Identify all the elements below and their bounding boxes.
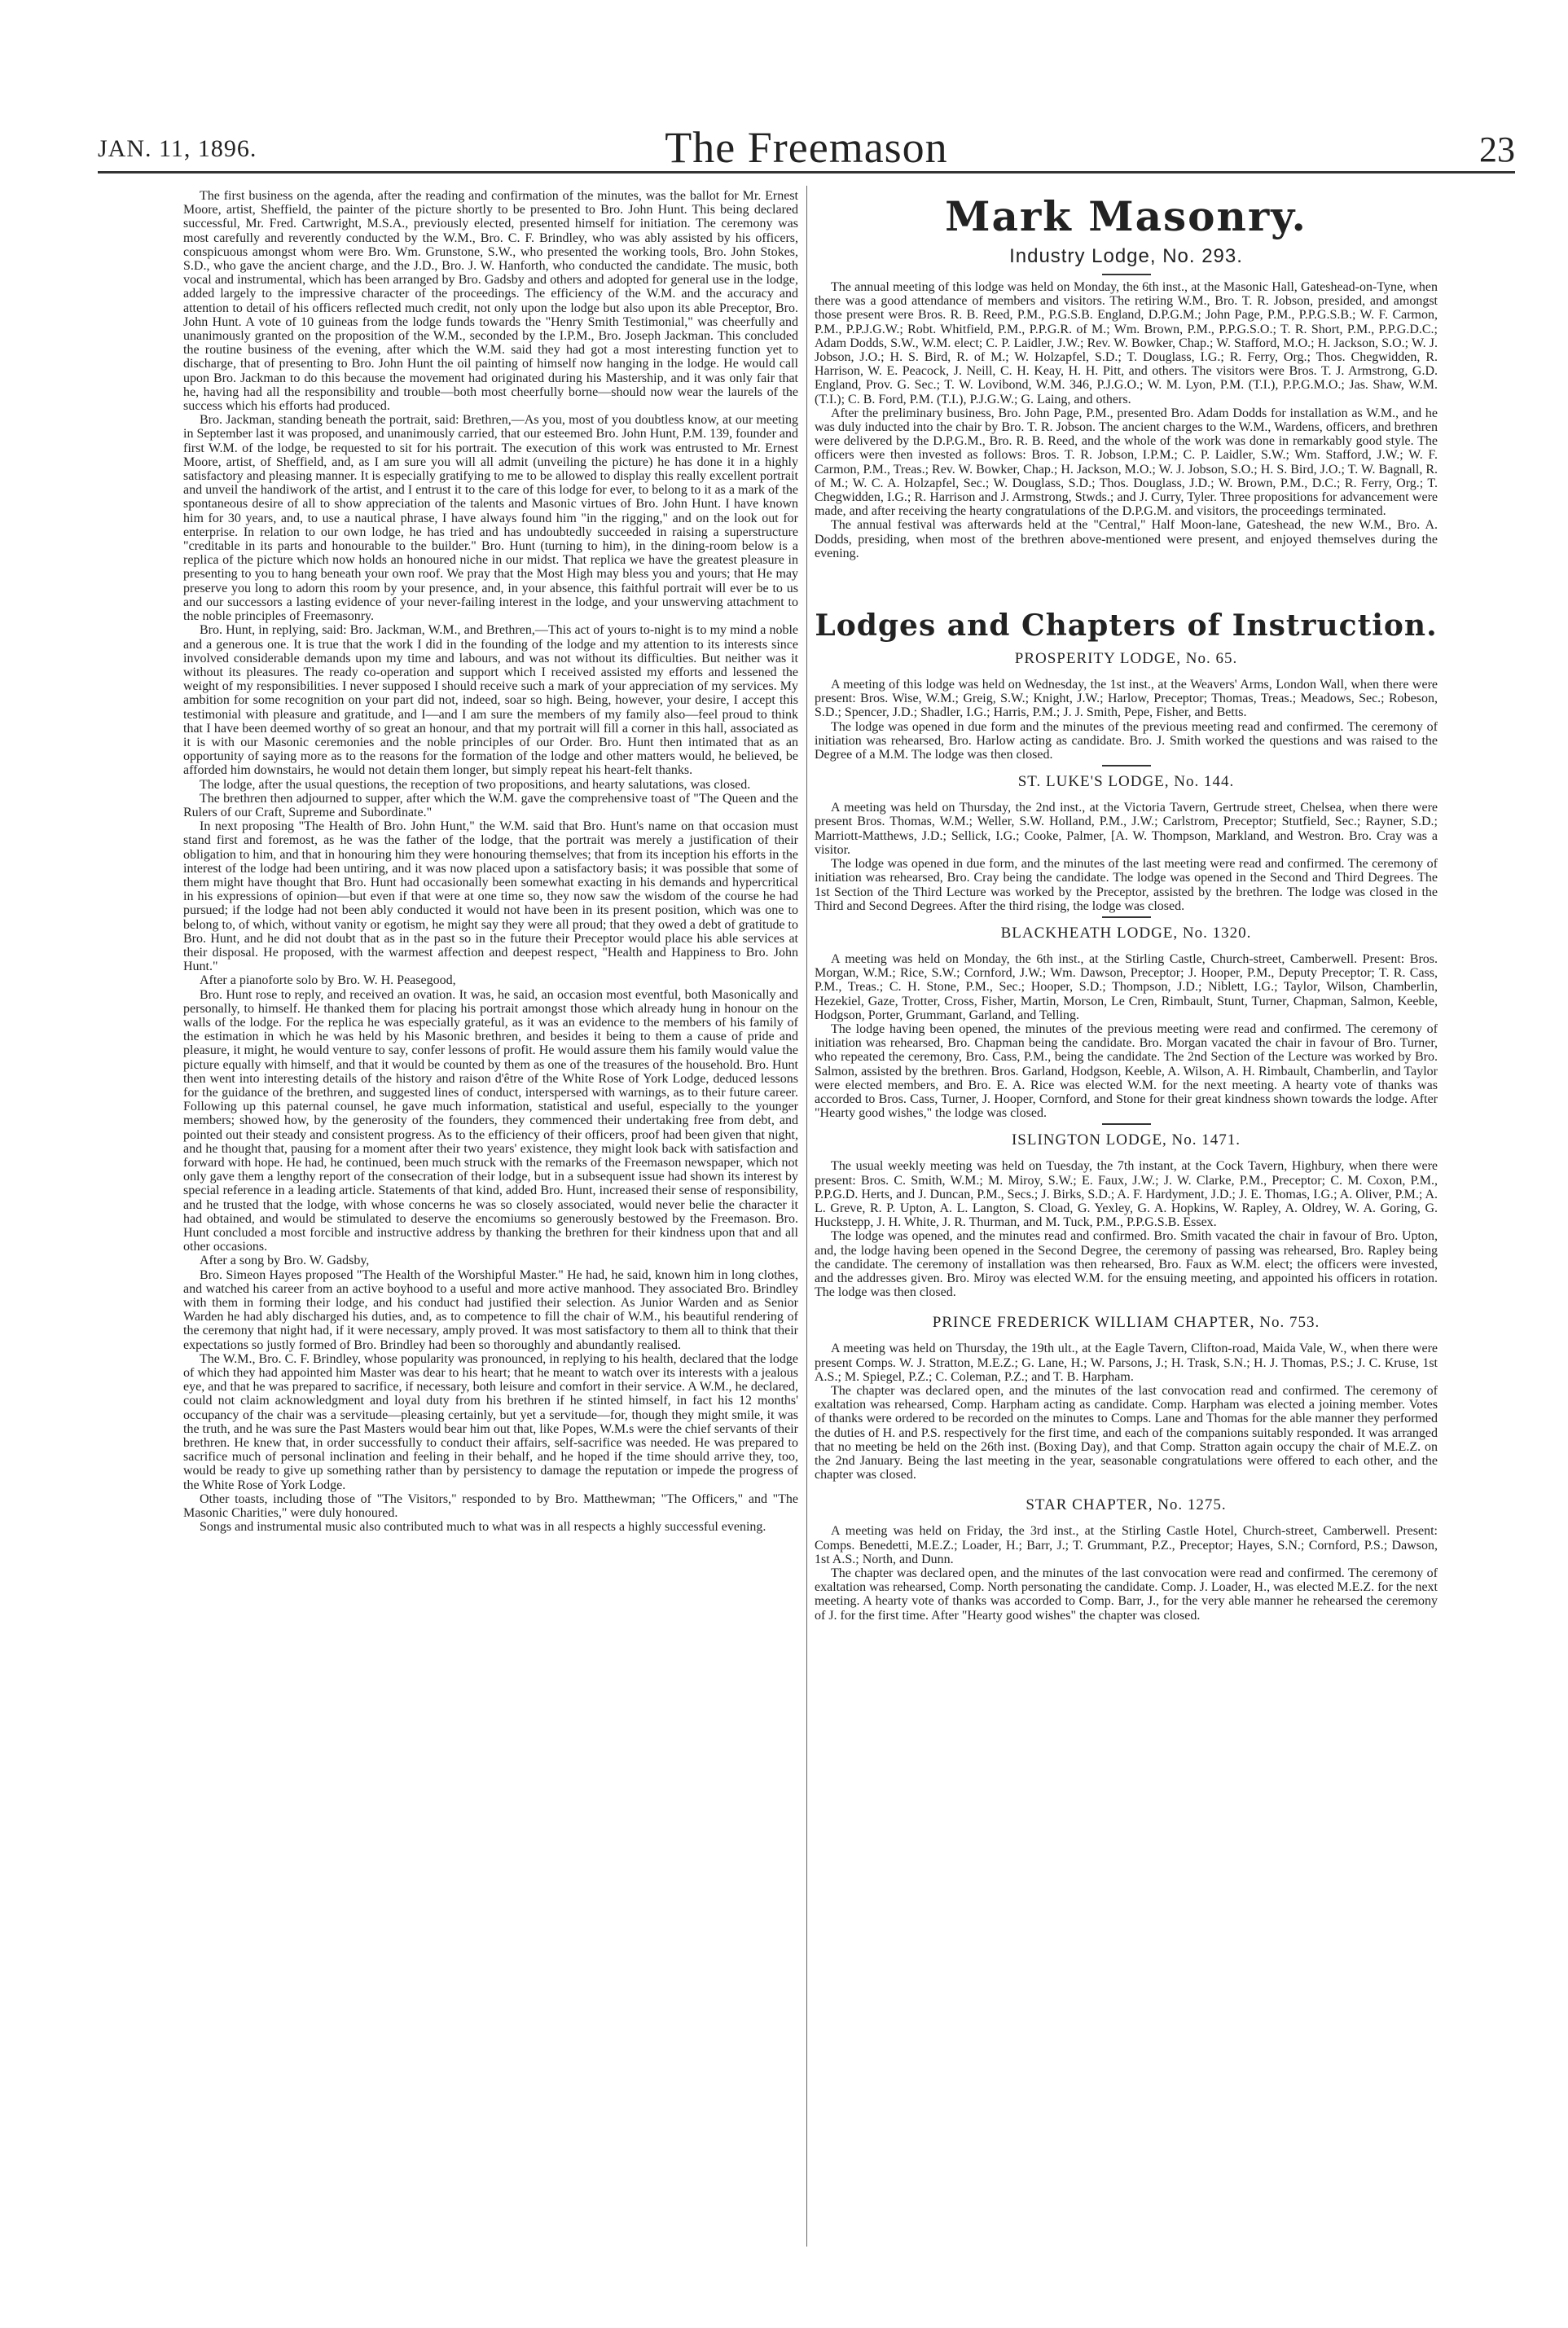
article-paragraph: The lodge was opened in due form and the minutes of the previous meeting read and confirmed. The ceremony of initiation was rehearsed, Bro. Harlow acting as candidate. Bro. J. Smith worked the questions and was raised to the Degree of a M.M. The lodge was then closed. xyxy=(815,719,1438,762)
mark-masonry-heading: Mark Masonry. xyxy=(945,192,1307,240)
article-paragraph: Bro. Simeon Hayes proposed "The Health of the Worshipful Master." He had, he said, known him in long clothes, and watched his career from an active boyhood to a useful and more active manhood. They associated Bro. Brindley with them in forming their lodge, and his conduct had justified their selection. As Junior Warden and as Senior Warden he had ably discharged his duties, and, as to competence to fill the chair of W.M., his beautiful rendering of the ceremony that night had, if it were necessary, amply proved. It was most satisfactory to them all to think that their expectations so justly formed of Bro. Brindley had been so thoroughly and abundantly realised. xyxy=(183,1267,798,1352)
article-paragraph: The chapter was declared open, and the minutes of the last convocation were read and confirmed. The ceremony of exaltation was rehearsed, Comp. North personating the candidate. Comp. J. Loader, H., was elected M.E.Z. for the next meeting. A hearty vote of thanks was accorded to Comp. Barr, J., for the very able manner he rehearsed the ceremony of J. for the first time. After "Hearty good wishes" the chapter was closed. xyxy=(815,1566,1438,1623)
lodge-title: PRINCE FREDERICK WILLIAM CHAPTER, No. 753. xyxy=(932,1314,1320,1332)
article-paragraph: Bro. Hunt rose to reply, and received an ovation. It was, he said, an occasion most eventful, both Masonically and personally, to himself. He thanked them for placing his portrait amongst those which already hung in honour on the walls of the lodge. For the replica he was especially grateful, as it was an evidence to the members of his family of the estimation in which he was held by his Masonic brethren, and besides it being to them a cause of pride and pleasure, it might, he would venture to say, confer lessons of profit. He would assure them his family would value the picture equally with himself, and that it would be counted by them as one of the treasures of the household. Bro. Hunt then went into interesting details of the history and raison d'être of the White Rose of York Lodge, deduced lessons for the guidance of the brethren, and suggested lines of conduct, interspersed with warnings, as to their future career. Following up this paternal counsel, he gave much information, statistical and useful, especially to the younger members; showed how, by the generosity of the founders, they commenced their undertaking free from debt, and pointed out their steady and consistent progress. As to the efficiency of their officers, proof had been given that night, and he thought that, pausing for a moment after their two years' existence, they might look back with satisfaction and forward with hope. He had, he continued, been much struck with the remarks of the Freemason newspaper, which not only gave them a lengthy report of the consecration of their lodge, but in a subsequent issue had shown its interest by special reference in a leading article. Statements of that kind, added Bro. Hunt, increased their sense of responsibility, and he trusted that the lodge, with whose concerns he was so closely associated, would never belie the character it had obtained, and would be stimulated to deserve the encomiums so generously bestowed by the Freemason. Bro. Hunt concluded a most forcible and instructive address by thanking the brethren for their kindness upon that and all other occasions. xyxy=(183,987,798,1254)
lodge-title: ST. LUKE'S LODGE, No. 144. xyxy=(1017,773,1235,791)
article-paragraph: The first business on the agenda, after the reading and confirmation of the minutes, was the ballot for Mr. Ernest Moore, artist, Sheffield, the painter of the picture shortly to be presented to Bro. John Hunt. This being declared successful, Mr. Fred. Cartwright, M.S.A., previously elected, presented himself for initiation. The ceremony was most carefully and reverently conducted by the W.M., Bro. C. F. Brindley, who was ably assisted by his officers, conspicuous amongst whom were Bro. Wm. Grunstone, S.W., who presented the working tools, Bro. John Stokes, S.D., who gave the ancient charge, and the J.D., Bro. J. W. Hanforth, who conducted the candidate. The music, both vocal and instrumental, which has been arranged by Bro. Gadsby and others and adopted for general use in the lodge, added largely to the impressive character of the proceedings. The efficiency of the W.M. and the accuracy and attention to detail of his officers reflected much credit, not only upon the lodge but also upon its able Preceptor, Bro. John Hunt. A vote of 10 guineas from the lodge funds towards the "Henry Smith Testimonial," was cheerfully and unanimously granted on the proposition of the W.M., seconded by the I.P.M., Bro. Joseph Jackman. This concluded the routine business of the evening, after which the W.M. said they had got a most interesting function yet to discharge, that of presenting to Bro. John Hunt the oil painting of himself now hanging in the lodge. He would call upon Bro. Jackman to do this because the movement had originated during his Mastership, and it was only fair that he, having had all the responsibility and trouble—both most cheerfully borne—should now wear the laurels of the success which his efforts had produced. xyxy=(183,189,798,414)
article-paragraph: The annual festival was afterwards held at the "Central," Half Moon-lane, Gateshead, the new W.M., Bro. A. Dodds, presiding, when most of the brethren above-mentioned were present, and enjoyed themselves during the evening. xyxy=(815,518,1438,560)
publication-title: The Freemason xyxy=(665,123,948,172)
spacer xyxy=(815,670,1438,678)
spacer xyxy=(815,1151,1438,1159)
section-rule xyxy=(1102,274,1151,275)
article-paragraph: The lodge having been opened, the minutes of the previous meeting were read and confirmed. The ceremony of initiation was rehearsed, Bro. Chapman being the candidate. Bro. Morgan vacated the chair in favour of Bro. Turner, who repeated the ceremony, Bro. Cass, P.M., being the candidate. The 2nd Section of the Lecture was worked by Bro. Salmon, assisted by the brethren. Bros. Garland, Hodgson, Keeble, A. Wilson, A. H. Rimbault, Chamberlin, and Taylor were elected members, and Bro. E. A. Rice was elected W.M. for the next meeting. A hearty vote of thanks was accorded to Bros. Cass, Turner, J. Hooper, Cornford, and Stone for their great kindness shown towards the lodge. After "Hearty good wishes," the lodge was closed. xyxy=(815,1021,1438,1121)
article-paragraph: In next proposing "The Health of Bro. John Hunt," the W.M. said that Bro. Hunt's name on that occasion must stand first and foremost, as he was the father of the lodge, that the portrait was merely a justification of their obligation to him, and that in honouring him they were honouring themselves; that from its inception his efforts in the interest of the lodge had been untiring, and it was now placed upon a satisfactory basis; it was possible that some of them might have thought that Bro. Hunt had occasionally been somewhat exacting in his demands and hypercritical in his expressions of opinion—but even if that were at one time so, they now saw the wisdom of the course he had pursued; if the lodge had not been ably conducted it would not have been in its present position, which was one to belong to, of which, without vanity or egotism, he might say they were all proud; that they owed a debt of gratitude to Bro. Hunt, and he did not doubt that as in the past so in the future their Preceptor would place his able services at their disposal. He proposed, with the warmest affection and deepest respect, "Health and Happiness to Bro. John Hunt." xyxy=(183,819,798,974)
section-rule xyxy=(1102,916,1151,918)
spacer xyxy=(815,793,1438,801)
article-paragraph: A meeting was held on Thursday, the 19th ult., at the Eagle Tavern, Clifton-road, Maida Vale, W., when there were present Comps. W. J. Stratton, M.E.Z.; G. Lane, H.; W. Parsons, J.; H. Trask, S.N.; H. J. Thomas, P.S.; J. C. Kruse, 1st A.S.; M. Spiegel, P.Z.; C. Coleman, P.Z.; and T. B. Harpham. xyxy=(815,1342,1438,1384)
page-number: 23 xyxy=(1479,130,1515,169)
left-column xyxy=(183,189,798,2307)
article-paragraph: A meeting was held on Monday, the 6th inst., at the Stirling Castle, Church-street, Camberwell. Present: Bros. Morgan, W.M.; Rice, S.W.; Cornford, J.W.; Wm. Dawson, Preceptor; J. Hooper, P.M., Deputy Preceptor; T. R. Cass, P.M., Treas.; C. H. Stone, P.M., Sec.; Hooper, S.D.; Thompson, J.D.; Niblett, I.G.; Taylor, Wilson, Chamberlin, Hezekiel, Gaze, Trotter, Cross, Fisher, Martin, Morson, Le Cren, Rimbault, Stunt, Turner, Chapman, Salmon, Keeble, Hodgson, Porter, Grummant, Garland, and Telling. xyxy=(815,951,1438,1022)
lodges-chapters-heading: Lodges and Chapters of Instruction. xyxy=(815,608,1438,643)
article-paragraph: The lodge was opened in due form, and the minutes of the last meeting were read and confirmed. The ceremony of initiation was rehearsed, Bro. Cray being the candidate. The lodge was opened in the Second and Third Degrees. The 1st Section of the Third Lecture was worked by the Preceptor, assisted by the brethren. The lodge was closed in the Third and Second Degrees. After the third rising, the lodge was closed. xyxy=(815,857,1438,913)
lodge-title: STAR CHAPTER, No. 1275. xyxy=(1026,1496,1227,1514)
article-paragraph: The usual weekly meeting was held on Tuesday, the 7th instant, at the Cock Tavern, Highbury, when there were present: Bros. C. Smith, W.M.; M. Miroy, S.W.; E. Faux, J.W.; J. W. Clarke, P.M., Preceptor; C. M. Coxon, P.M., P.P.G.D. Herts, and J. Duncan, P.M., Secs.; J. Birks, S.D.; A. F. Hardyment, J.D.; J. E. Thomas, I.G.; A. Oliver, P.M.; A. L. Greve, R. P. Upton, A. L. Langton, S. Cload, G. Yexley, G. A. Hopkins, W. Rapley, A. Oldrey, W. A. Goring, G. Huckstepp, J. H. White, J. R. Thurman, and M. Tuck, P.M., P.P.G.S.B. Essex. xyxy=(815,1159,1438,1230)
right-column xyxy=(815,189,1438,1623)
masthead-rule xyxy=(98,171,1515,174)
section-rule xyxy=(1102,1123,1151,1125)
article-paragraph: The chapter was declared open, and the minutes of the last convocation read and confirmed. The ceremony of exaltation was rehearsed, Comp. Harpham acting as candidate. Comp. Harpham was elected a joining member. Votes of thanks were ordered to be recorded on the minutes to Comps. Lane and Thomas for the able manner they performed the duties of H. and P.S. respectively for the first time, and each of the companions suitably responded. It was arranged that no meeting be held on the 26th inst. (Boxing Day), and that Comp. Stratton again occupy the chair of M.E.Z. on the 2nd January. Being the last meeting in the year, seasonable congratulations were offered to each other, and the chapter was closed. xyxy=(815,1383,1438,1482)
lodge-title: BLACKHEATH LODGE, No. 1320. xyxy=(1000,924,1252,942)
article-paragraph: Songs and instrumental music also contributed much to what was in all respects a highly successful evening. xyxy=(200,1520,766,1535)
article-paragraph: The W.M., Bro. C. F. Brindley, whose popularity was pronounced, in replying to his health, declared that the lodge of which they had appointed him Master was dear to his heart; that he meant to watch over its interests with a jealous eye, and that he was prepared to sacrifice, if necessary, both leisure and comfort in their service. A W.M., he declared, could not claim acknowledgment and loyal duty from his brethren if he stinted himself, in fact his 12 months' occupancy of the chair was a servitude—pleasing certainly, but yet a servitude—for, though they might smile, it was the truth, and he was sure the Past Masters would bear him out that, like Popes, W.M.s were the chief servants of their brethren. He knew that, in order successfully to conduct their affairs, self-sacrifice was needed. He was prepared to sacrifice much of personal inclination and feeling in their behalf, and he hoped if the time should arrive they, too, would be ready to give up something rather than by persistency to damage the reputation or impede the progress of the White Rose of York Lodge. xyxy=(183,1351,798,1492)
article-paragraph: Bro. Hunt, in replying, said: Bro. Jackman, W.M., and Brethren,—This act of yours to-night is to my mind a noble and a generous one. It is true that the work I did in the founding of the lodge and my attention to its interests since involved considerable demands upon my time and labours, and was not without its difficulties. But neither was it without its pleasures. The ready co-operation and support which I received assisted my efforts and lessened the weight of my responsibilities. I never supposed I should receive such a mark of your appreciation of my services. My ambition for some recognition on your part did not, indeed, soar so high. Being, however, your desire, I accept this testimonial with pleasure and gratitude, and I—and I am sure the members of my family also—feel proud to think that I have been deemed worthy of so great an honour, and that my portrait will fill a corner in this hall, associated as it is with our Masonic ceremonies and the noble principles of our Order. Bro. Hunt then intimated that as an opportunity of saying more as to the reasons for the formation of the lodge and other matters would, he believed, be afforded him downstairs, he would not detain them longer, but simply repeat his heart-felt thanks. xyxy=(183,623,798,778)
article-paragraph: Bro. Jackman, standing beneath the portrait, said: Brethren,—As you, most of you doubtless know, at our meeting in September last it was proposed, and unanimously carried, that our esteemed Bro. John Hunt, P.M. 139, founder and first W.M. of the lodge, be requested to sit for his portrait. The execution of this work was entrusted to Mr. Ernest Moore, artist, of Sheffield, and, as I am sure you will all admit (unveiling the picture) he has done it in a highly satisfactory and pleasing manner. It is especially gratifying to me to be allowed to display this really excellent portrait and unveil the handiwork of the artist, and I entrust it to the care of this lodge for ever, to belong to it as a mark of the spontaneous desire of all to show appreciation of the talents and Masonic virtues of Bro. John Hunt. I have known him for 30 years, and, to use a nautical phrase, I have always found him "in the rigging," and on the look out for enterprise. In relation to our own lodge, he has tried and has undoubtedly succeeded in raising a superstructure "creditable in its parts and honourable to the builder." Bro. Hunt (turning to him), in the dining-room below is a replica of the picture which now holds an honoured niche in our midst. That replica we have the greatest pleasure in presenting to you to hang beneath your own roof. We pray that the Most High may bless you and yours; that He may preserve you long to adorn this room by your presence, and, in your absence, this faithful portrait will ever be to us and our successors a lasting evidence of your never-failing interest in the lodge, and your unswerving attachment to the noble principles of Freemasonry. xyxy=(183,413,798,624)
article-paragraph: The lodge, after the usual questions, the reception of two propositions, and hearty salutations, was closed. xyxy=(200,777,751,792)
article-paragraph: The annual meeting of this lodge was held on Monday, the 6th inst., at the Masonic Hall, Gateshead-on-Tyne, when there was a good attendance of members and visitors. The retiring W.M., Bro. T. R. Jobson, presided, and amongst those present were Bros. R. B. Reed, P.M., P.G.S.B. England, D.P.G.M.; John Page, P.M., P.P.G.S.B.; W. F. Carmon, P.M., P.P.J.G.W.; Robt. Whitfield, P.M., P.P.G.R. of M.; Wm. Brown, P.M., P.P.G.S.O.; T. R. Short, P.M., P.P.G.D.C.; Adam Dodds, S.W., W.M. elect; C. P. Laidler, J.W.; Rev. W. Bowker, Chap.; W. Stafford, M.O.; H. Jackson, S.O.; W. J. Jobson, J.O.; H. S. Bird, R. of M.; W. Holzapfel, S.D.; T. Douglass, I.G.; R. Ferry, Org.; Thos. Chegwidden, R. Harrison, W. E. Peacock, J. Neill, C. H. Keay, H. H. Pitt, and others. The visitors were Bros. T. J. Armstrong, G.D. England, Prov. G. Sec.; T. W. Lovibond, W.M. 346, P.J.G.O.; W. M. Lyon, P.M. (T.I.), P.P.G.M.O.; Jas. Shaw, W.M. (T.I.); C. B. Ford, P.M. (T.I.), P.J.G.W.; G. Laing, and others. xyxy=(815,280,1438,406)
article-paragraph: The brethren then adjourned to supper, after which the W.M. gave the comprehensive toast of "The Queen and the Rulers of our Craft, Supreme and Subordinate." xyxy=(183,791,798,819)
spacer xyxy=(815,1333,1438,1342)
article-paragraph: After the preliminary business, Bro. John Page, P.M., presented Bro. Adam Dodds for installation as W.M., and he was duly inducted into the chair by Bro. T. R. Jobson. The ancient charges to the W.M., Wardens, officers, and brethren were delivered by the D.P.G.M., Bro. R. B. Reed, and the whole of the work was done in remarkably good style. The officers were then invested as follows: Bros. T. R. Jobson, I.P.M.; C. P. Laidler, S.W.; Wm. Stafford, J.W.; W. F. Carmon, P.M., Treas.; Rev. W. Bowker, Chap.; H. Jackson, M.O.; W. J. Jobson, S.O.; H. S. Bird, J.O.; T. W. Bagnall, R. of M.; W. C. A. Holzapfel, Sec.; W. Douglass, S.D.; Thos. Douglass, J.D.; W. Brown, P.M., D.C.; R. Ferry, Org.; T. Chegwidden, I.G.; R. Harrison and J. Armstrong, Stwds.; and J. Curry, Tyler. Three propositions for advancement were made, and after receiving the hearty congratulations of the D.P.G.M. and visitors, the proceedings terminated. xyxy=(815,406,1438,519)
spacer xyxy=(815,1516,1438,1524)
article-paragraph: The lodge was opened, and the minutes read and confirmed. Bro. Smith vacated the chair in favour of Bro. Upton, and, the lodge having been opened in the Second Degree, the ceremony of passing was rehearsed, Bro. Rapley being the candidate. The ceremony of installation was then rehearsed, Bro. Faux as W.M. elect; the officers were invested, and the addresses given. Bro. Miroy was elected W.M. for the ensuing meeting, and appointed his officers in rotation. The lodge was then closed. xyxy=(815,1229,1438,1300)
masthead xyxy=(98,122,1515,171)
article-paragraph: A meeting was held on Thursday, the 2nd inst., at the Victoria Tavern, Gertrude street, Chelsea, when there were present Bros. Thomas, W.M.; Weller, S.W. Holland, P.M., J.W.; Carlstrom, Preceptor; Stutfield, Sec.; Rayner, S.D.; Marriott-Matthews, J.D.; Sellick, I.G.; Cooke, Palmer, [A. W. Thompson, Markland, and Westron. Bro. Cray was a visitor. xyxy=(815,801,1438,857)
article-paragraph: After a pianoforte solo by Bro. W. H. Peasegood, xyxy=(200,973,456,988)
spacer xyxy=(815,944,1438,952)
industry-lodge-title: Industry Lodge, No. 293. xyxy=(1009,245,1243,267)
article-paragraph: A meeting of this lodge was held on Wednesday, the 1st inst., at the Weavers' Arms, London Wall, when there were present: Bros. Wise, W.M.; Greig, S.W.; Knight, J.W.; Harlow, Preceptor; Thomas, Treas.; Meadows, Sec.; Robeson, S.D.; Spencer, J.D.; Shadler, I.G.; Harris, P.M.; J. J. Smith, Pepe, Fisher, and Betts. xyxy=(815,678,1438,720)
article-paragraph: A meeting was held on Friday, the 3rd inst., at the Stirling Castle Hotel, Church-street, Camberwell. Present: Comps. Benedetti, M.E.Z.; Loader, H.; Barr, J.; T. Grummant, P.Z., Preceptor; Hayes, S.N.; Cornford, P.S.; Dawson, 1st A.S.; North, and Dunn. xyxy=(815,1524,1438,1566)
article-paragraph: After a song by Bro. W. Gadsby, xyxy=(200,1254,370,1268)
lodge-title: PROSPERITY LODGE, No. 65. xyxy=(1014,650,1238,668)
article-paragraph: Other toasts, including those of "The Visitors," responded to by Bro. Matthewman; "The Officers," and "The Masonic Charities," were duly honoured. xyxy=(183,1491,798,1521)
section-rule xyxy=(1102,765,1151,766)
column-divider xyxy=(806,186,807,2247)
spacer xyxy=(815,1299,1438,1312)
issue-date: JAN. 11, 1896. xyxy=(98,135,257,162)
spacer xyxy=(815,1482,1438,1495)
lodge-title: ISLINGTON LODGE, No. 1471. xyxy=(1011,1131,1241,1149)
